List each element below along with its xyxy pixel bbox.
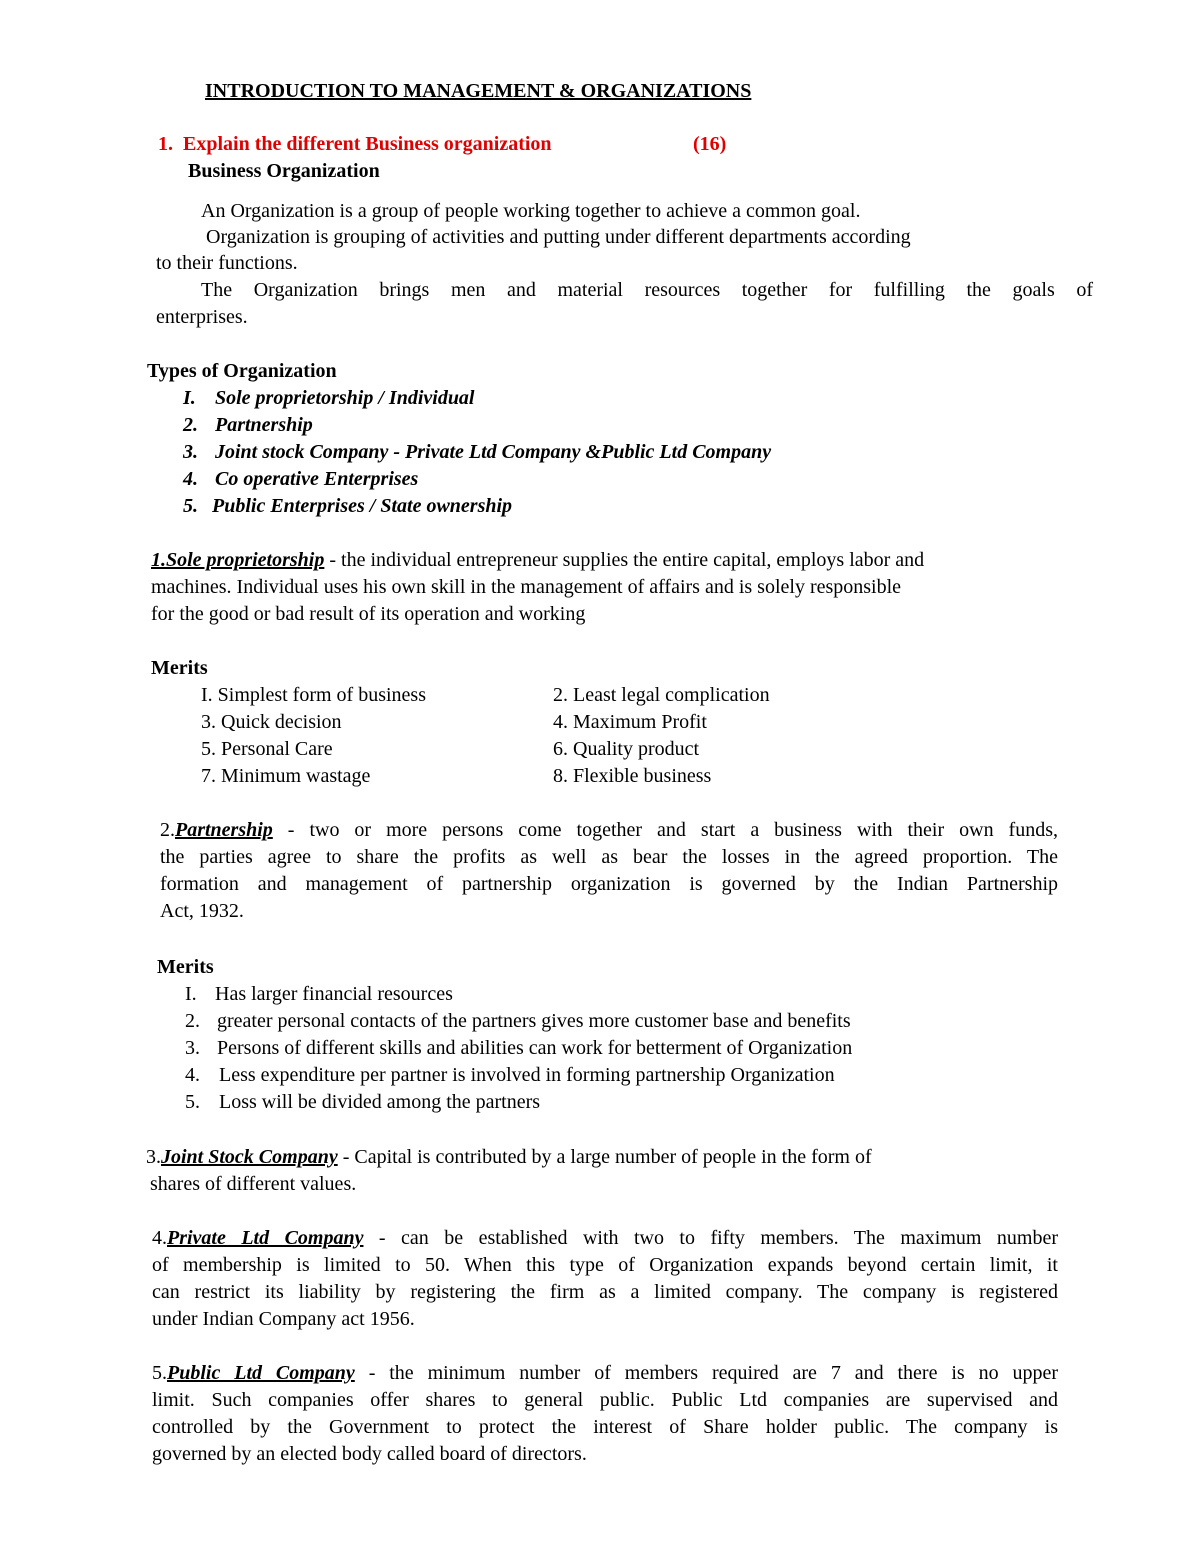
partnership-line3: formation and management of partnership organization is governed by the Indian Partnership — [160, 873, 1058, 895]
public-line3: controlled by the Government to protect the interest of Share holder public. The company is — [152, 1416, 1058, 1438]
private-line4: under Indian Company act 1956. — [152, 1308, 415, 1330]
private-term: Private Ltd Company — [167, 1227, 364, 1249]
question-marks: (16) — [693, 133, 727, 155]
merits1-item: 5. Personal Care — [201, 738, 333, 760]
business-org-p1: An Organization is a group of people working together to achieve a common goal. — [201, 200, 861, 222]
question-number: 1. — [158, 133, 173, 155]
types-item: 2. Partnership — [183, 414, 313, 436]
partnership-term: Partnership — [175, 819, 273, 841]
private-line3: can restrict its liability by registering the firm as a limited company. The company is registered — [152, 1281, 1058, 1303]
public-term: Public Ltd Company — [167, 1362, 355, 1384]
public-line1: 5.Public Ltd Company - the minimum number of members required are 7 and there is no upper — [152, 1362, 1059, 1384]
merits1-item: 2. Least legal complication — [553, 684, 770, 706]
business-org-p2-line1: Organization is grouping of activities and putting under different departments according — [206, 226, 911, 248]
types-item: 4. Co operative Enterprises — [183, 468, 419, 490]
joint-line1: 3.Joint Stock Company - Capital is contributed by a large number of people in the form of — [146, 1146, 872, 1168]
merits1-item: 7. Minimum wastage — [201, 765, 371, 787]
partnership-line4: Act, 1932. — [160, 900, 244, 922]
types-item: 5. Public Enterprises / State ownership — [183, 495, 513, 517]
public-line2: limit. Such companies offer shares to general public. Public Ltd companies are supervised and — [152, 1389, 1058, 1411]
merits2-item: 3. Persons of different skills and abilities can work for betterment of Organization — [185, 1037, 853, 1059]
public-line4: governed by an elected body called board of directors. — [152, 1443, 587, 1465]
types-item: 3. Joint stock Company - Private Ltd Company &Public Ltd Company — [183, 441, 772, 463]
business-org-heading: Business Organization — [188, 160, 380, 182]
joint-term: Joint Stock Company — [161, 1146, 338, 1168]
merits1-item: 6. Quality product — [553, 738, 700, 760]
business-org-p2-line2: to their functions. — [156, 252, 298, 274]
sole-line2: machines. Individual uses his own skill in the management of affairs and is solely responsible — [151, 576, 902, 598]
business-org-p3-line1: The Organization brings men and material resources together for fulfilling the goals of — [201, 279, 1093, 301]
private-line1: 4.Private Ltd Company - can be established with two to fifty members. The maximum number — [152, 1227, 1058, 1249]
private-line2: of membership is limited to 50. When this type of Organization expands beyond certain limit, it — [152, 1254, 1058, 1276]
types-heading: Types of Organization — [147, 360, 337, 382]
merits2-item: 5. Loss will be divided among the partners — [185, 1091, 541, 1113]
partnership-line1: 2.Partnership - two or more persons come together and start a business with their own funds, — [160, 819, 1058, 841]
merits1-item: 4. Maximum Profit — [553, 711, 707, 733]
merits2-item: 4. Less expenditure per partner is involved in forming partnership Organization — [185, 1064, 835, 1086]
merits2-item: I. Has larger financial resources — [185, 983, 453, 1005]
merits1-item: I. Simplest form of business — [201, 684, 426, 706]
question-text: Explain the different Business organization — [183, 133, 552, 155]
types-item: I. Sole proprietorship / Individual — [183, 387, 475, 409]
merits2-item: 2. greater personal contacts of the partners gives more customer base and benefits — [185, 1010, 851, 1032]
sole-term: 1.Sole proprietorship — [151, 549, 325, 571]
merits2-heading: Merits — [157, 956, 214, 978]
partnership-line2: the parties agree to share the profits as well as bear the losses in the agreed proportion. The — [160, 846, 1058, 868]
merits1-item: 8. Flexible business — [553, 765, 712, 787]
merits1-heading: Merits — [151, 657, 208, 679]
business-org-p3-line2: enterprises. — [156, 306, 248, 328]
document-title: INTRODUCTION TO MANAGEMENT & ORGANIZATIONS — [205, 80, 752, 102]
merits1-item: 3. Quick decision — [201, 711, 342, 733]
sole-line1: 1.Sole proprietorship - the individual entrepreneur supplies the entire capital, employs labor and — [151, 549, 925, 571]
sole-line3: for the good or bad result of its operation and working — [151, 603, 586, 625]
joint-line2: shares of different values. — [150, 1173, 357, 1195]
question-heading — [158, 131, 552, 157]
